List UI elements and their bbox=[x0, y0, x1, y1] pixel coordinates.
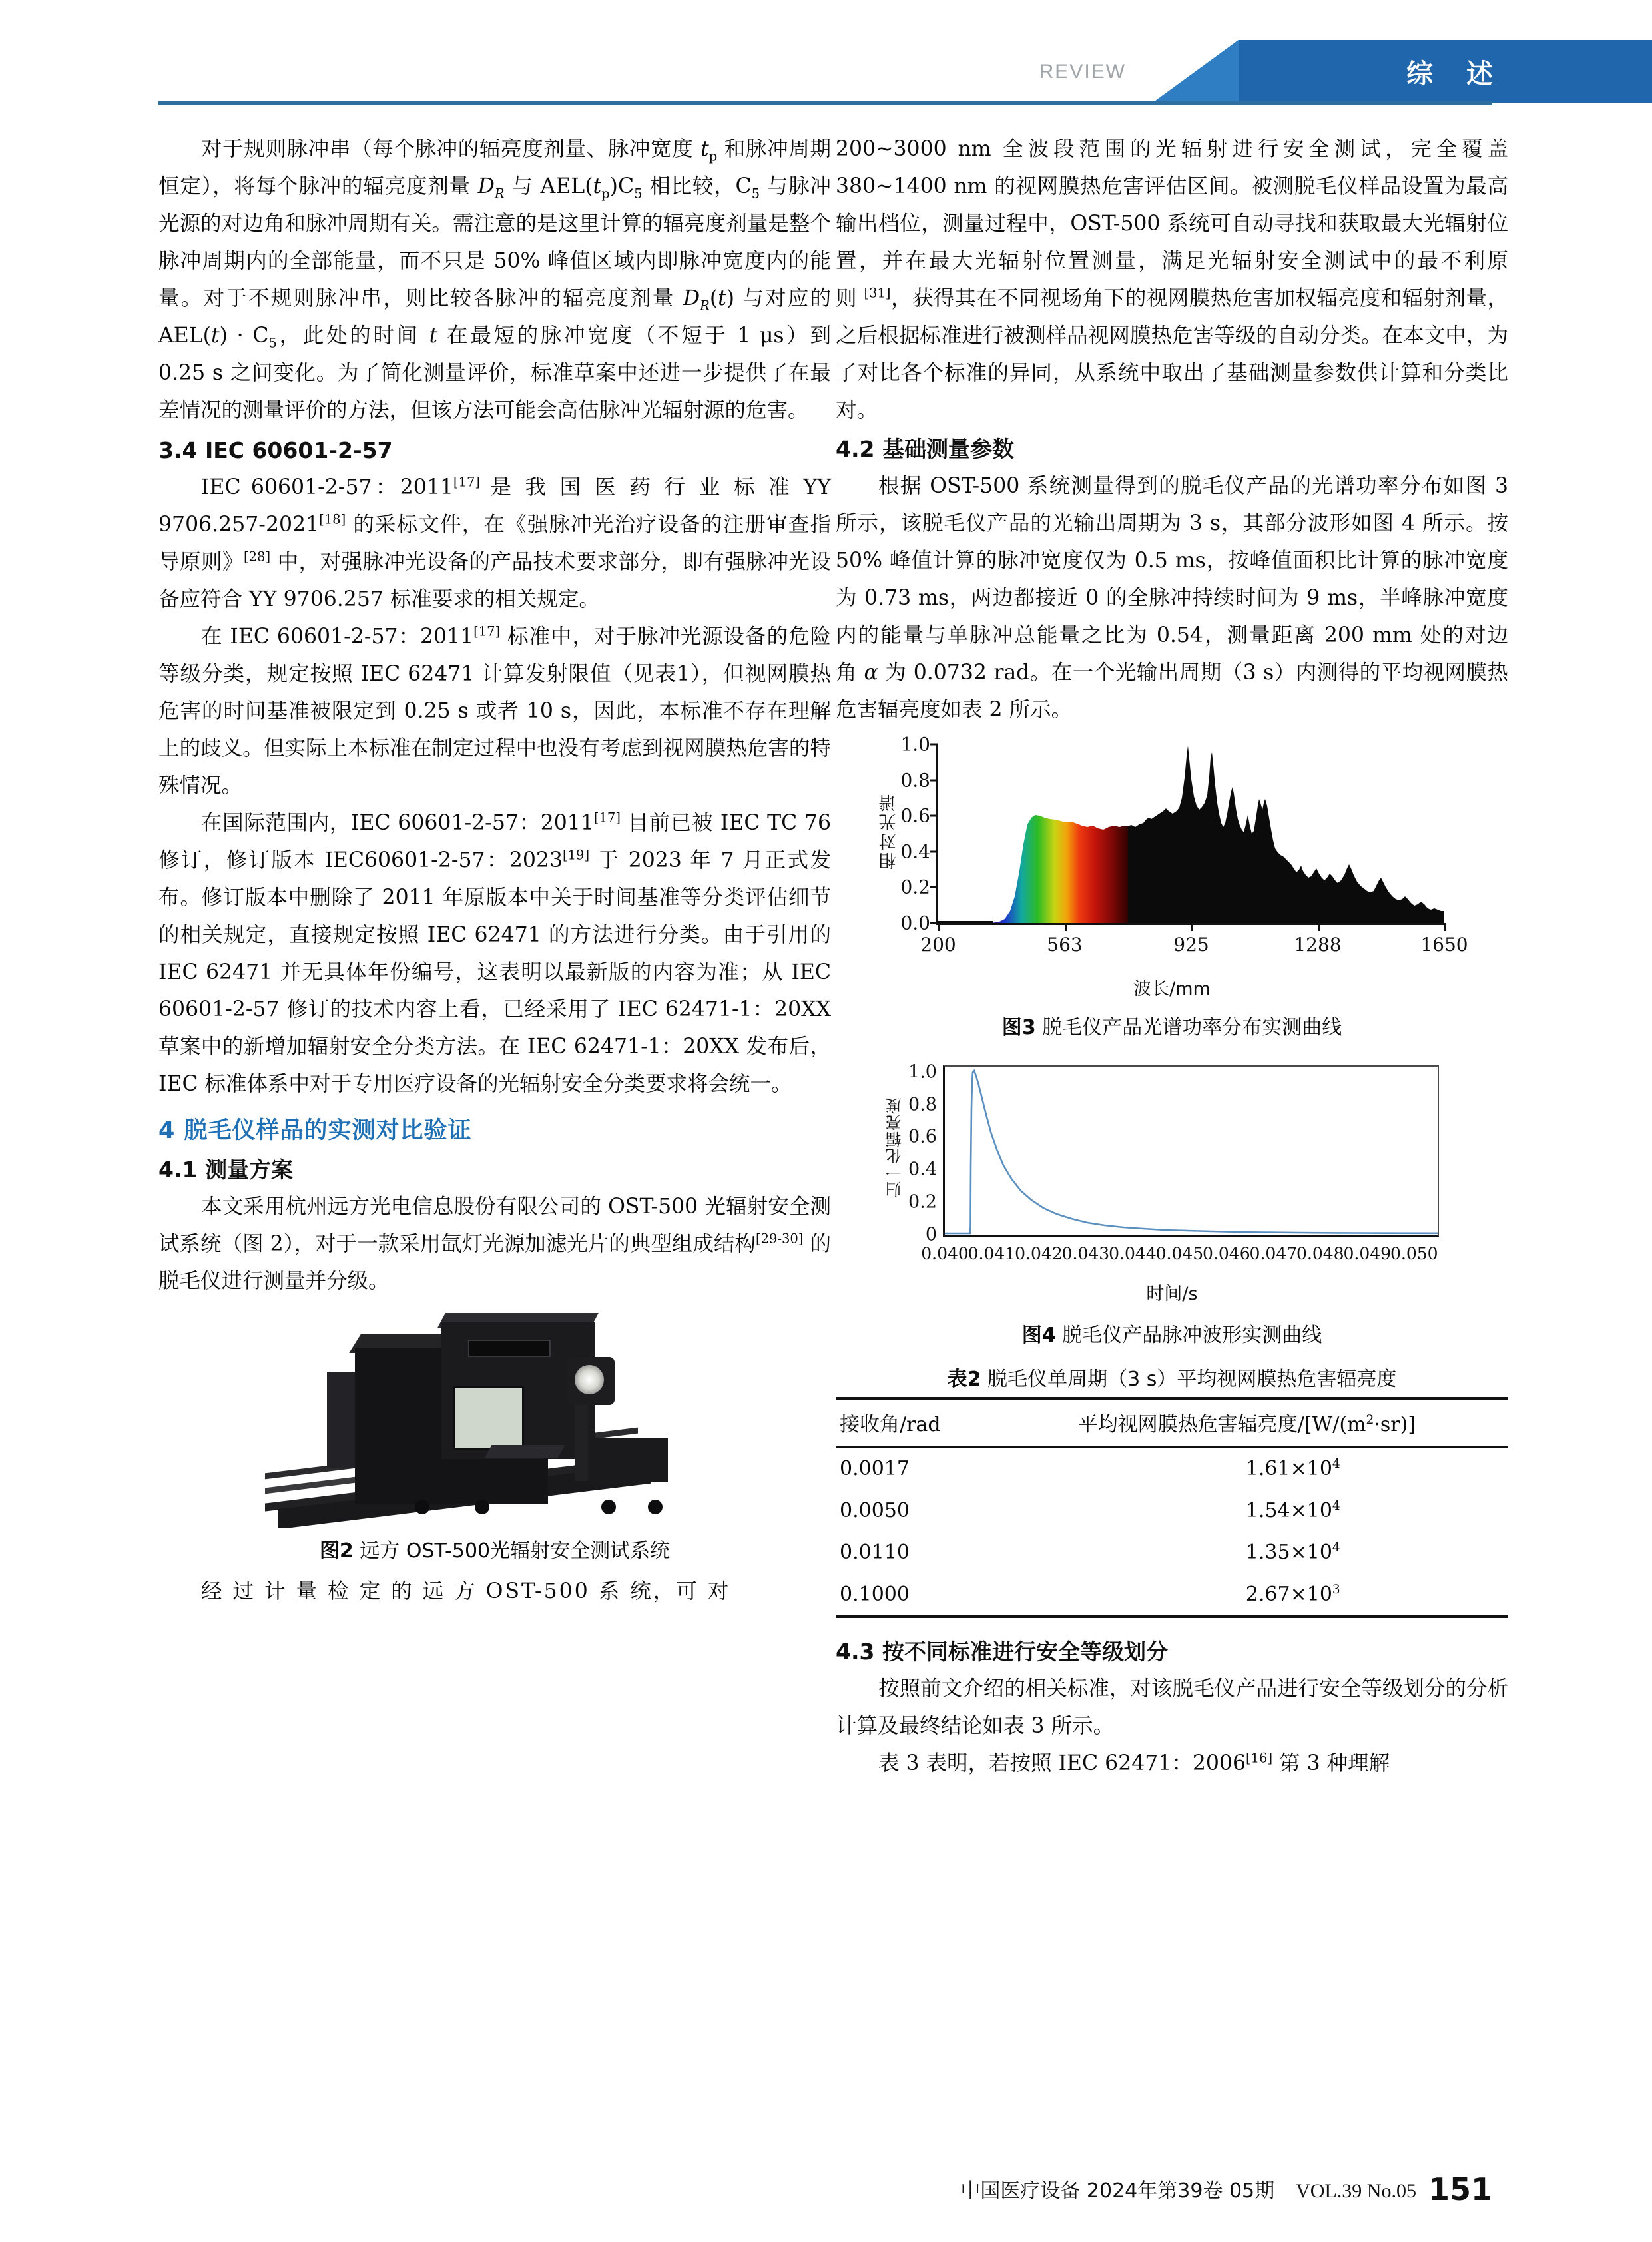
figure-3-y-axis-label: 相对光谱 bbox=[879, 792, 899, 870]
footer-volume-issue: VOL.39 No.05 bbox=[1296, 2180, 1416, 2202]
table-2-cell-radiance-0: $1.61\times 10^4$ bbox=[1245, 1457, 1340, 1480]
figure-3-ytick-4: 0.8 bbox=[900, 769, 930, 792]
table-2-cell-angle-1: 0.0050 bbox=[840, 1499, 910, 1522]
header-slant-decoration bbox=[1153, 40, 1239, 103]
paragraph-regular-pulse-train: 对于规则脉冲串（每个脉冲的辐亮度剂量、脉冲宽度 $t_p$ 和脉冲周期恒定），将每个脉冲的辐亮度剂量 $D_R$ 与 $AEL(t_p)C_5$ 相比较，$C_5$ 与脉冲光源的对边角和脉冲周期有关。需注意的是这里计算的辐亮度剂量是整个脉冲周期内的全部能量，而不只是 50% 峰值区域内即脉冲宽度内的能量。对于不规则脉冲串，则比较各脉冲的辐亮度剂量 $D_R(t)$ 与对应的 $AEL(t) \cdot C_5$，此处的时间 t 在最短的脉冲宽度（不短于 1 μs）到 0.25 s 之间变化。为了简化测量评价，标准草案中还进一步提供了在最差情况的测量评价的方法，但该方法可能会高估脉冲光辐射源的危害。 bbox=[158, 137, 832, 422]
header-section-label: 综 述 bbox=[1406, 59, 1505, 89]
figure-2-caption-text: 远方 OST-500光辐射安全测试系统 bbox=[360, 1540, 671, 1563]
ost-500-system-photo bbox=[242, 1308, 748, 1528]
table-2-header-row bbox=[836, 1398, 1508, 1447]
figure-4-xtick-8: 0.048 bbox=[1296, 1244, 1344, 1263]
figure-4-ytick-3: 0.6 bbox=[908, 1126, 937, 1147]
figure-4-xtick-6: 0.046 bbox=[1203, 1244, 1250, 1263]
paragraph-basic-parameters: 根据 OST-500 系统测量得到的脱毛仪产品的光谱功率分布如图 3 所示，该脱毛仪产品的光输出周期为 3 s，其部分波形如图 4 所示。按 50% 峰值计算的脉冲宽度仅为 0.5 ms，按峰值面积比计算的脉冲宽度为 0.73 ms，两边都接近 0 的全脉冲持续时间为 9 ms，半峰脉冲宽度内的能量与单脉冲总能量之比为 0.54，测量距离 200 mm 处的对边角 α 为 0.0732 rad。在一个光输出周期（3 s）内测得的平均视网膜热危害辐亮度如表 2 所示。 bbox=[836, 474, 1509, 722]
figure-4-xtick-7: 0.047 bbox=[1249, 1244, 1298, 1263]
figure-4-ytick-2: 0.4 bbox=[908, 1159, 937, 1180]
heading-section-4: 4 脱毛仪样品的实测对比验证 bbox=[158, 1117, 472, 1144]
table-2-cell-angle-3: 0.1000 bbox=[840, 1583, 910, 1606]
figure-4-x-axis-label: 时间/s bbox=[1146, 1284, 1198, 1304]
figure-2-number: 图2 bbox=[319, 1540, 354, 1563]
table-2-caption bbox=[836, 1362, 1508, 1392]
table-2-number: 表2 bbox=[947, 1368, 981, 1391]
figure-4-xtick-9: 0.049 bbox=[1343, 1244, 1392, 1263]
header-review-label: REVIEW bbox=[1039, 60, 1126, 83]
table-2-cell-radiance-1: $1.54\times 10^4$ bbox=[1245, 1499, 1340, 1522]
figure-3-ytick-3: 0.6 bbox=[900, 804, 930, 827]
figure-2-caption bbox=[158, 1534, 831, 1563]
figure-4-xtick-0: 0.040 bbox=[921, 1244, 969, 1263]
figure-3-xtick-2: 925 bbox=[1173, 934, 1209, 956]
figure-3-caption bbox=[836, 1011, 1508, 1040]
figure-4-ytick-0: 0 bbox=[925, 1224, 937, 1245]
footer-journal-title: 中国医疗设备 2024年第39卷 05期 bbox=[960, 2179, 1275, 2203]
paragraph-table3-conclusion: 表 3 表明，若按照 IEC 62471：2006[16] 第 3 种理解 bbox=[878, 1750, 1390, 1775]
table-row bbox=[836, 1532, 1508, 1573]
figure-3-plot-area bbox=[900, 733, 1468, 956]
figure-3-chart bbox=[879, 733, 1468, 999]
figure-3-ytick-2: 0.4 bbox=[900, 840, 930, 863]
figure-4-ytick-4: 0.8 bbox=[908, 1094, 937, 1115]
figure-2 bbox=[158, 1308, 831, 1563]
figure-3-caption-text: 脱毛仪产品光谱功率分布实测曲线 bbox=[1042, 1016, 1342, 1039]
figure-4-xtick-4: 0.044 bbox=[1109, 1244, 1157, 1263]
heading-3-4: 3.4 IEC 60601-2-57 bbox=[158, 437, 393, 463]
figure-4-xtick-1: 0.041 bbox=[967, 1244, 1016, 1263]
figure-4-ytick-1: 0.2 bbox=[908, 1191, 937, 1213]
table-row bbox=[836, 1573, 1508, 1617]
figure-3-xtick-0: 200 bbox=[920, 934, 956, 956]
figure-3-x-axis-label: 波长/mm bbox=[1133, 979, 1211, 999]
figure-4-caption-text: 脱毛仪产品脉冲波形实测曲线 bbox=[1062, 1324, 1322, 1347]
figure-3-ytick-1: 0.2 bbox=[900, 876, 930, 898]
header-rule bbox=[158, 101, 1492, 105]
table-2-cell-angle-0: 0.0017 bbox=[840, 1457, 910, 1480]
figure-4-y-axis-label: 归一化辐亮度 bbox=[886, 1097, 904, 1197]
table-2-cell-radiance-2: $1.35\times 10^4$ bbox=[1245, 1541, 1340, 1564]
page-header-banner bbox=[0, 0, 1652, 120]
paragraph-calibrated-system: 经 过 计 量 检 定 的 远 方 OST-500 系 统，可 对 bbox=[201, 1579, 731, 1603]
figure-3-xtick-1: 563 bbox=[1047, 934, 1083, 956]
figure-3-xtick-4: 1650 bbox=[1420, 934, 1468, 956]
table-2-col-header-radiance: 平均视网膜热危害辐亮度$/[W/(m^2\cdot sr)]$ bbox=[1077, 1413, 1416, 1436]
table-2-body bbox=[836, 1447, 1508, 1617]
table-2 bbox=[836, 1397, 1508, 1618]
table-row bbox=[836, 1447, 1508, 1490]
figure-3-spectrum-curve bbox=[938, 744, 1444, 923]
right-column bbox=[836, 131, 1508, 1782]
figure-3-number: 图3 bbox=[1001, 1016, 1036, 1039]
figure-3-ytick-5: 1.0 bbox=[900, 733, 930, 756]
heading-4-1: 4.1 测量方案 bbox=[158, 1157, 293, 1183]
figure-3-ytick-0: 0.0 bbox=[900, 912, 930, 934]
figure-4-xtick-10: 0.050 bbox=[1390, 1244, 1438, 1263]
figure-4-number: 图4 bbox=[1021, 1324, 1056, 1347]
table-2-col-header-angle: 接收角/rad bbox=[840, 1413, 941, 1436]
paragraph-international-revision: 在国际范围内，IEC 60601-2-57：2011[17] 目前已被 IEC TC 76 修订，修订版本 IEC60601-2-57：2023[19] 于 2023 年 7 月正式发布。修订版本中删除了 2011 年原版本中关于时间基准等分类评估细节的相关规定，直接规定按照 IEC 62471 的方法进行分类。由于引用的 IEC 62471 并无具体年份编号，这表明以最新版的内容为准；从 IEC 60601-2-57 修订的技术内容上看，已经采用了 IEC 62471-1：20XX 草案中的新增加辐射安全分类方法。在 IEC 62471-1：20XX 发布后，IEC 标准体系中对于专用医疗设备的光辐射安全分类要求将会统一。 bbox=[158, 810, 831, 1096]
footer-page-number: 151 bbox=[1428, 2171, 1492, 2207]
page-footer bbox=[0, 2171, 1652, 2207]
figure-4-plot-area bbox=[908, 1061, 1439, 1263]
figure-4-caption bbox=[836, 1318, 1508, 1348]
paragraph-hazard-class: 在 IEC 60601-2-57：2011[17] 标准中，对于脉冲光源设备的危险等级分类，规定按照 IEC 62471 计算发射限值（见表1），但视网膜热危害的时间基准被限定到 0.25 s 或者 10 s，因此，本标准不存在理解上的歧义。但实际上本标准在制定过程中也没有考虑到视网膜热危害的特殊情况。 bbox=[158, 623, 831, 798]
table-2-cell-angle-2: 0.0110 bbox=[840, 1541, 910, 1564]
figure-4-xtick-5: 0.045 bbox=[1155, 1244, 1204, 1263]
heading-4-2: 4.2 基础测量参数 bbox=[836, 436, 1014, 462]
figure-4-ytick-5: 1.0 bbox=[908, 1061, 937, 1083]
heading-4-3: 4.3 按不同标准进行安全等级划分 bbox=[836, 1639, 1168, 1665]
table-2-caption-text: 脱毛仪单周期（3 s）平均视网膜热危害辐亮度 bbox=[987, 1368, 1397, 1391]
paragraph-safety-grading: 按照前文介绍的相关标准，对该脱毛仪产品进行安全等级划分的分析计算及最终结论如表 3 所示。 bbox=[836, 1677, 1508, 1738]
left-column bbox=[158, 131, 831, 1610]
figure-3-xtick-3: 1288 bbox=[1294, 934, 1342, 956]
figure-4-xtick-2: 0.042 bbox=[1015, 1244, 1063, 1263]
table-2-header bbox=[836, 1398, 1508, 1447]
table-2-cell-radiance-3: $2.67\times 10^3$ bbox=[1245, 1583, 1340, 1606]
table-row bbox=[836, 1490, 1508, 1532]
figure-4-xtick-3: 0.043 bbox=[1061, 1244, 1110, 1263]
paragraph-full-band-test: 200~3000 nm 全波段范围的光辐射进行安全测试，完全覆盖 380~1400 nm 的视网膜热危害评估区间。被测脱毛仪样品设置为最高输出档位，测量过程中，OST-500 系统可自动寻找和获取最大光辐射位置，并在最大光辐射位置测量，满足光辐射安全测试中的最不利原则 [31]，获得其在不同视场角下的视网膜热危害加权辐亮度和辐射剂量，之后根据标准进行被测样品视网膜热危害等级的自动分类。在本文中，为了对比各个标准的异同，从系统中取出了基础测量参数供计算和分类比对。 bbox=[836, 137, 1508, 422]
paragraph-measurement-scheme: 本文采用杭州远方光电信息股份有限公司的 OST-500 光辐射安全测试系统（图 2），对于一款采用氙灯光源加滤光片的典型组成结构[29-30] 的脱毛仪进行测量并分级。 bbox=[158, 1195, 832, 1293]
figure-4-pulse-curve bbox=[945, 1067, 1438, 1235]
paragraph-iec-60601-2-57-adoption: IEC 60601-2-57：2011[17] 是 我 国 医 药 行 业 标 准 YY 9706.257-2021[18] 的采标文件，在《强脉冲光治疗设备的注册审查指导原则》[28] 中，对强脉冲光设备的产品技术要求部分，即有强脉冲光设备应符合 YY 9706.257 标准要求的相关规定。 bbox=[158, 474, 831, 611]
figure-4-chart bbox=[879, 1060, 1465, 1304]
